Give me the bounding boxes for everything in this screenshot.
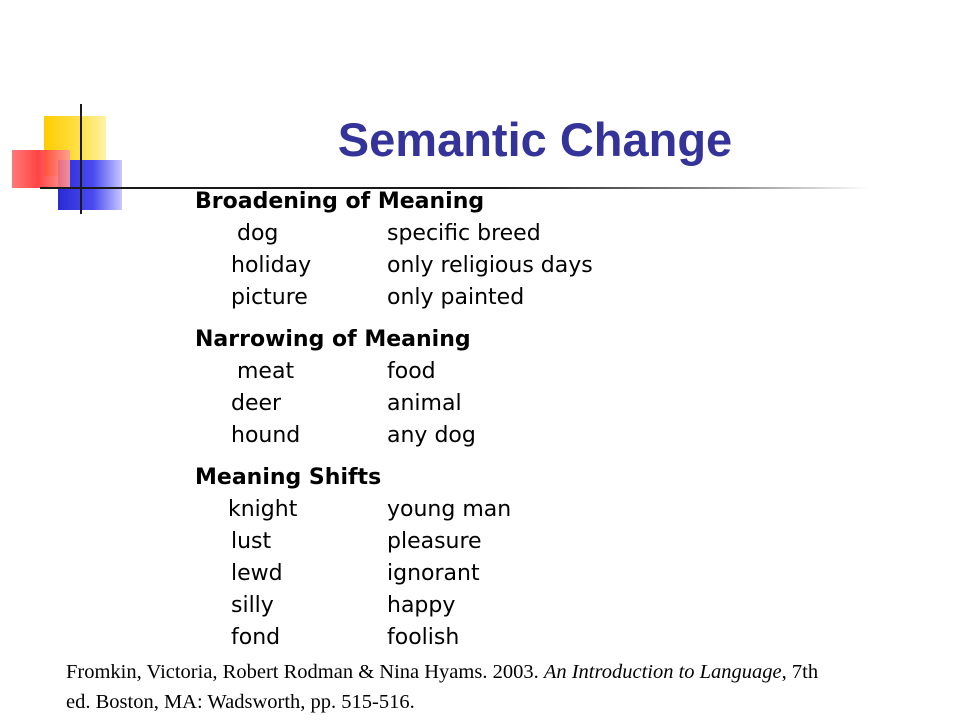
former-meaning: specific breed: [387, 221, 541, 246]
former-meaning: only religious days: [387, 253, 593, 278]
list-item: [195, 622, 460, 654]
word: silly: [231, 593, 274, 618]
former-meaning: happy: [387, 593, 456, 618]
section-heading: Broadening of Meaning: [195, 189, 485, 214]
word: lewd: [231, 561, 283, 586]
former-meaning: only painted: [387, 285, 525, 310]
section-broadening: [195, 186, 593, 314]
list-item: [195, 250, 593, 282]
list-item: [195, 388, 471, 420]
word: fond: [231, 625, 281, 650]
section-heading: Narrowing of Meaning: [195, 327, 471, 352]
word: meat: [237, 359, 295, 384]
section-meaning-shifts: [195, 462, 512, 654]
word: dog: [237, 221, 279, 246]
former-meaning: pleasure: [387, 529, 482, 554]
list-item: [195, 590, 456, 622]
slide-title: Semantic Change: [337, 113, 733, 166]
word: picture: [231, 285, 308, 310]
word: holiday: [231, 253, 312, 278]
word: deer: [231, 391, 282, 416]
section-narrowing: [195, 324, 476, 452]
decorative-red-square: [12, 150, 70, 188]
citation-book-title: An Introduction to Language: [543, 661, 782, 683]
decorative-vertical-line: [80, 104, 82, 214]
list-item: [195, 558, 480, 590]
section-heading: Meaning Shifts: [195, 465, 382, 490]
list-item: [195, 526, 482, 558]
word: lust: [231, 529, 272, 554]
list-item: [195, 356, 471, 388]
list-item: [195, 420, 476, 452]
citation-authors: Fromkin, Victoria, Robert Rodman & Nina Hyams. 2003.: [66, 661, 544, 683]
former-meaning: food: [387, 359, 436, 384]
citation-publication: , 7th ed. Boston, MA: Wadsworth, pp. 515-516.: [66, 661, 819, 713]
former-meaning: animal: [387, 391, 462, 416]
former-meaning: young man: [387, 497, 512, 522]
word: knight: [228, 497, 298, 522]
list-item: [195, 494, 512, 526]
word: hound: [231, 423, 301, 448]
former-meaning: any dog: [387, 423, 476, 448]
list-item: [195, 282, 525, 314]
former-meaning: foolish: [387, 625, 460, 650]
citation: [66, 657, 846, 717]
list-item: [195, 218, 541, 250]
former-meaning: ignorant: [387, 561, 480, 586]
